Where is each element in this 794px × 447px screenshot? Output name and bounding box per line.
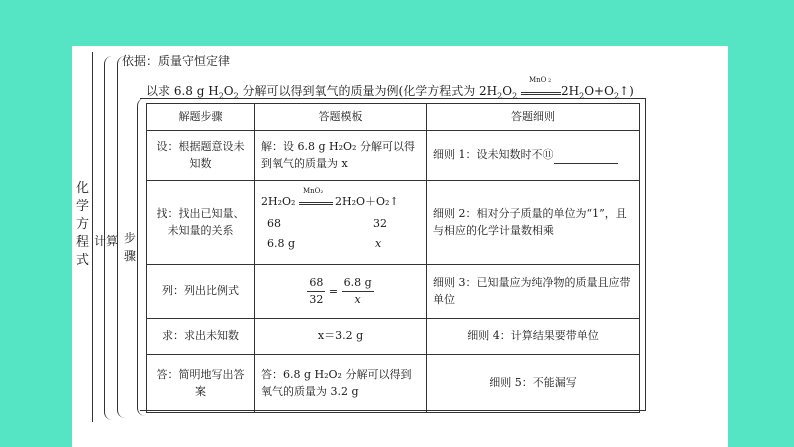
table-row [147,131,640,181]
step-cell: 设：根据题意设未知数 [147,131,255,181]
topic-char: 方 [76,217,90,232]
steps-label [124,232,136,268]
steps-table [146,103,640,413]
example-mid2: 分解可以得到氧气的质量为例(化学方程式为 2H [238,84,498,98]
basis-text: 依据：质量守恒定律 [122,54,231,68]
known-mass: 6.8 g [267,236,296,250]
template-cell: 解：设 6.8 g H₂O₂ 分解可以得到氧气的质量为 x [255,131,427,181]
eq-right: 2H₂O＋O₂↑ [335,194,399,208]
molar-mass-1: 68 [267,216,281,230]
table-row [147,181,640,265]
example-suffix: 2H [561,84,580,98]
bottom-rule [140,410,646,411]
table-row [147,265,640,319]
detail-cell: 细则 3：已知量应为纯净物的质量且应带单位 [427,265,640,319]
example-prefix: 以求 6.8 g H [146,84,219,98]
answer-blank[interactable] [554,152,618,164]
step-cell: 答：简明地写出答案 [147,355,255,413]
header-step: 解题步骤 [147,104,255,131]
steps-char: 步 [124,231,137,245]
topic-char: 学 [76,199,90,214]
equals-sign: = [328,284,339,298]
steps-char: 骤 [124,249,137,263]
catalyst-label: MnO [529,75,547,84]
eq-left: 2H₂O₂ [261,194,296,208]
detail-text: 细则 1：设未知数时不⑪ [433,148,554,162]
calc-label: 计算 [94,234,119,248]
template-cell: 答：6.8 g H₂O₂ 分解可以得到氧气的质量为 3.2 g [255,355,427,413]
catalyst-arrow: MnO 2 [521,85,561,99]
top-rule [140,98,646,99]
step-cell: 求：求出未知数 [147,319,255,355]
table-row [147,319,640,355]
detail-cell: 细则 2：相对分子质量的单位为“1”，且与相应的化学计量数相乘 [427,181,640,265]
frac-den: x [354,293,361,306]
outer-divider [92,52,93,422]
eq-catalyst: MnO₂ [303,186,324,195]
template-cell [255,181,427,265]
detail-cell: 细则 4：计算结果要带单位 [427,319,640,355]
fraction-left [307,275,325,309]
right-rule [645,98,646,410]
unknown-mass: x [375,236,382,250]
frac-num: 6.8 g [342,275,374,293]
topic-label [76,182,89,272]
header-template: 答题模板 [255,104,427,131]
topic-char: 化 [76,181,90,196]
frac-den: 32 [309,293,324,306]
topic-char: 程 [76,235,90,250]
table-header-row [147,104,640,131]
equation-block [261,186,420,254]
steps-bracket [137,98,146,416]
detail-cell [427,131,640,181]
header-detail: 答题细则 [427,104,640,131]
template-cell [255,265,427,319]
frac-num: 68 [307,275,325,293]
fraction-right [342,275,374,309]
table-row [147,355,640,413]
example-tail: ↑) [619,84,634,98]
example-text: 以求 6.8 g $H_2O_2$ 分解可以得到氧气的质量为例(化学方程式为 $2H_2O_2$ MnO 2 $2H_2O+O_2↑$) [146,75,634,101]
example-mid1: O [223,84,234,98]
molar-mass-2: 32 [373,216,387,230]
example-mid3: O [502,84,513,98]
step-cell: 列：列出比例式 [147,265,255,319]
step-cell: 找：找出已知量、未知量的关系 [147,181,255,265]
template-cell: x＝3.2 g [255,319,427,355]
example-suffix2: O+O [584,84,614,98]
detail-cell: 细则 5：不能漏写 [427,355,640,413]
topic-char: 式 [76,253,90,268]
